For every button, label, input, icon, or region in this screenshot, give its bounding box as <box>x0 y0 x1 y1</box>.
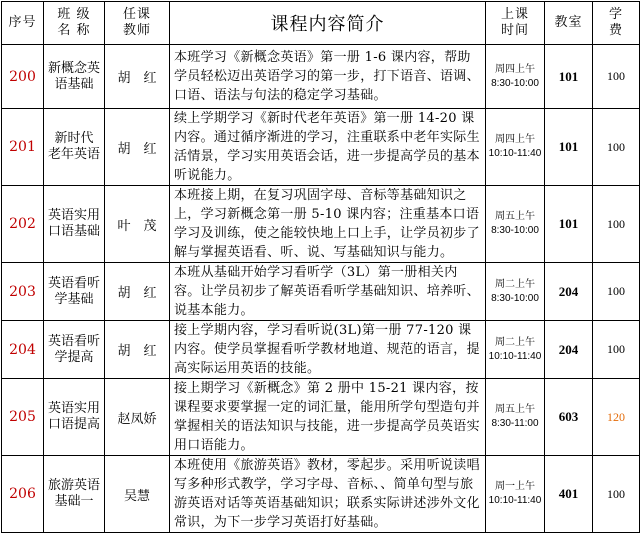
row-schedule: 周四上午 8:30-10:00 <box>486 45 545 109</box>
row-teacher: 胡 红 <box>105 321 170 379</box>
row-fee: 100 <box>593 321 640 379</box>
row-room: 101 <box>545 109 593 186</box>
row-fee: 100 <box>593 186 640 263</box>
table-row <box>2 186 640 263</box>
row-schedule: 周四上午 10:10-11:40 <box>486 109 545 186</box>
row-description: 本班使用《旅游英语》教材，零起步。采用听说读唱写多种形式教学，学习字母、音标、、简单句型与旅游英语对话等英语基础知识；联系实际讲述涉外文化常识，为下一步学习英语打好基础。 <box>170 456 486 533</box>
table-row <box>2 109 640 186</box>
row-description: 本班学习《新概念英语》第一册 1-6 课内容，帮助学员轻松迈出英语学习的第一步，打下语音、语调、口语、语法与句法的稳定学习基础。 <box>170 45 486 109</box>
row-room: 101 <box>545 45 593 109</box>
row-id: 201 <box>2 109 44 186</box>
header-content: 课程内容简介 <box>170 2 486 45</box>
row-class-name: 旅游英语 基础一 <box>44 456 105 533</box>
row-class-name: 新概念英 语基础 <box>44 45 105 109</box>
row-id: 205 <box>2 379 44 456</box>
row-teacher: 吴慧 <box>105 456 170 533</box>
row-description: 续上学期学习《新时代老年英语》第一册 14-20 课内容。通过循序渐进的学习，注重联系中老年实际生活情景，学习实用英语会话，进一步提高学员的基本听说能力。 <box>170 109 486 186</box>
row-fee: 100 <box>593 45 640 109</box>
row-teacher: 胡 红 <box>105 263 170 321</box>
row-teacher: 胡 红 <box>105 109 170 186</box>
table-row <box>2 379 640 456</box>
row-schedule: 周五上午 8:30-11:00 <box>486 379 545 456</box>
header-time: 上课 时间 <box>486 2 545 45</box>
row-teacher: 赵凤娇 <box>105 379 170 456</box>
row-fee: 100 <box>593 263 640 321</box>
header-class-name: 班 级 名 称 <box>44 2 105 45</box>
row-class-name: 新时代 老年英语 <box>44 109 105 186</box>
header-teacher: 任课 教师 <box>105 2 170 45</box>
table-row <box>2 456 640 533</box>
row-fee: 120 <box>593 379 640 456</box>
row-room: 204 <box>545 321 593 379</box>
row-teacher: 叶 茂 <box>105 186 170 263</box>
header-id: 序号 <box>2 2 44 45</box>
row-schedule: 周二上午 10:10-11:40 <box>486 321 545 379</box>
row-class-name: 英语实用 口语基础 <box>44 186 105 263</box>
row-description: 接上学期内容，学习看听说(3L)第一册 77-120 课内容。使学员掌握看听学教材地道、规范的语言，提高实际运用英语的技能。 <box>170 321 486 379</box>
row-class-name: 英语看听 学基础 <box>44 263 105 321</box>
table-row <box>2 263 640 321</box>
row-id: 206 <box>2 456 44 533</box>
row-class-name: 英语实用 口语提高 <box>44 379 105 456</box>
row-id: 203 <box>2 263 44 321</box>
row-schedule: 周二上午 8:30-10:00 <box>486 263 545 321</box>
row-description: 接上期学习《新概念》第 2 册中 15-21 课内容，按课程要求要掌握一定的词汇量，能用所学句型造句并掌握相关的语法知识与技能，进一步提高学员英语实用口语能力。 <box>170 379 486 456</box>
table-row <box>2 321 640 379</box>
row-id: 202 <box>2 186 44 263</box>
row-fee: 100 <box>593 456 640 533</box>
row-class-name: 英语看听 学提高 <box>44 321 105 379</box>
row-room: 401 <box>545 456 593 533</box>
header-room: 教室 <box>545 2 593 45</box>
row-schedule: 周一上午 10:10-11:40 <box>486 456 545 533</box>
row-description: 本班接上期，在复习巩固字母、音标等基础知识之上，学习新概念第一册 5-10 课内容；注重基本口语学习及训练，使之能较快地上口上手，让学员初步了解与掌握英语看、听、说、写基础知识与能力。 <box>170 186 486 263</box>
table-body <box>2 45 640 533</box>
row-room: 101 <box>545 186 593 263</box>
table-row <box>2 45 640 109</box>
row-room: 603 <box>545 379 593 456</box>
row-description: 本班从基础开始学习看听学（3L）第一册相关内容。让学员初步了解英语看听学基础知识、培养听、说基本能力。 <box>170 263 486 321</box>
row-room: 204 <box>545 263 593 321</box>
header-row <box>2 2 640 45</box>
row-id: 200 <box>2 45 44 109</box>
row-teacher: 胡 红 <box>105 45 170 109</box>
header-fee: 学 费 <box>593 2 640 45</box>
course-table <box>1 1 640 533</box>
row-schedule: 周五上午 8:30-10:00 <box>486 186 545 263</box>
row-fee: 100 <box>593 109 640 186</box>
row-id: 204 <box>2 321 44 379</box>
